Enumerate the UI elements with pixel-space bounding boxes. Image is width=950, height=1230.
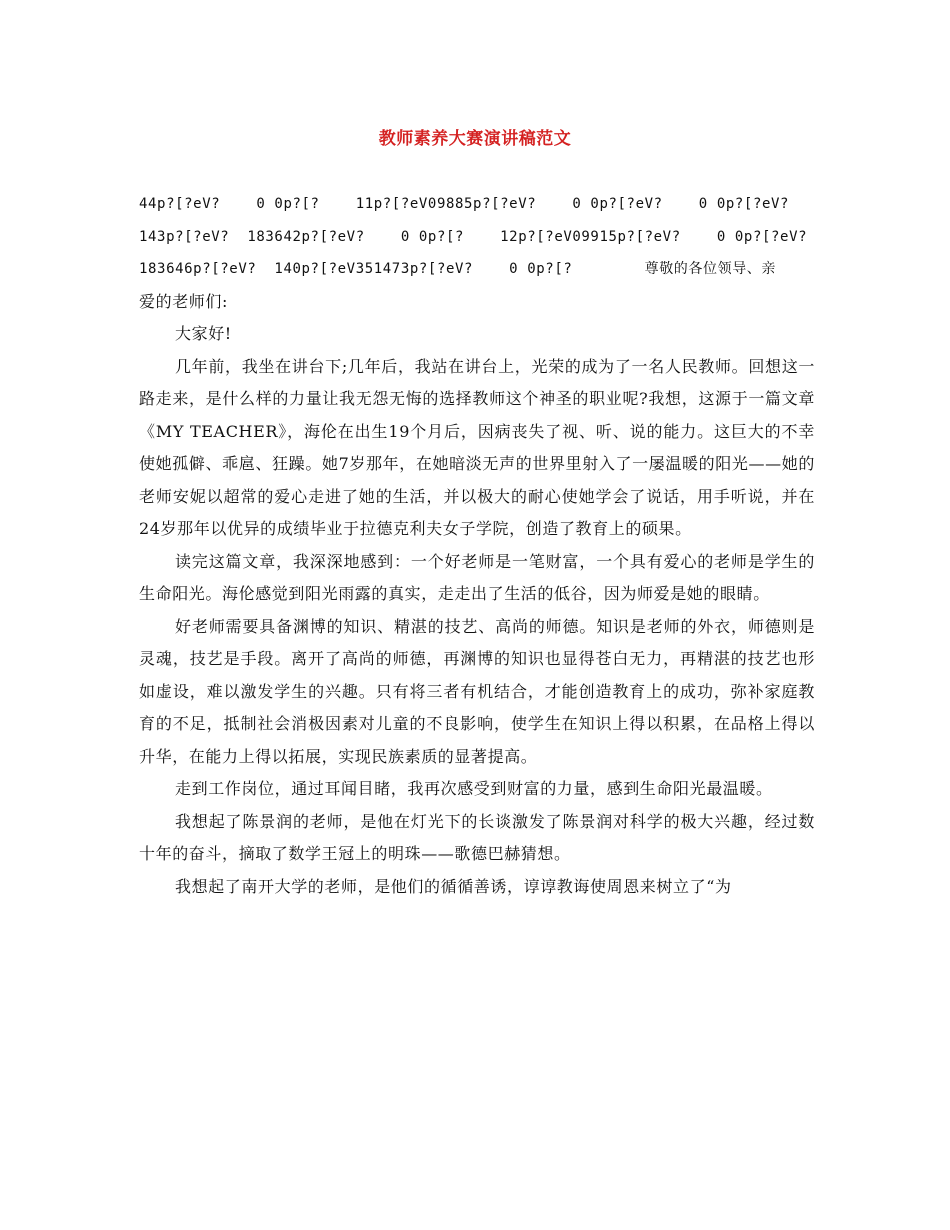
garbled-line: 44p?[?eV? 0 0p?[? 11p?[?eV09885p?[?eV? 0 0p?[?eV? 0 0p?[?eV?: [139, 196, 790, 212]
paragraph: 我想起了南开大学的老师，是他们的循循善诱，谆谆教诲使周恩来树立了“为: [175, 876, 732, 896]
paragraph: 读完这篇文章，我深深地感到：一个好老师是一笔财富，一个具有爱心的老师是学生的生命阳光。海伦感觉到阳光雨露的真实，走走出了生活的低谷，因为师爱是她的眼睛。: [139, 551, 815, 603]
paragraph: 走到工作岗位，通过耳闻目睹，我再次感受到财富的力量，感到生命阳光最温暖。: [175, 779, 773, 798]
salutation-end: 爱的老师们:: [139, 291, 228, 311]
paragraph: 大家好!: [175, 324, 232, 343]
paragraph: 好老师需要具备渊博的知识、精湛的技艺、高尚的师德。知识是老师的外衣，师德则是灵魂，技艺是手段。离开了高尚的师德，再渊博的知识也显得苍白无力，再精湛的技艺也形如虚设，难以激发学生的兴趣。只有将三者有机结合，才能创造教育上的成功，弥补家庭教育的不足，抵制社会消极因素对儿童的不良影响，使学生在知识上得以积累，在品格上得以升华，在能力上得以拓展，实现民族素质的显著提高。: [139, 616, 815, 766]
paragraph: 几年前，我坐在讲台下;几年后，我站在讲台上，光荣的成为了一名人民教师。回想这一路走来，是什么样的力量让我无怨无悔的选择教师这个神圣的职业呢?我想，这源于一篇文章《MY TEACHER》，海伦在出生19个月后，因病丧失了视、听、说的能力。这巨大的不幸使她孤僻、乖扈、狂躁。她7岁那年，在她暗淡无声的世界里射入了一屡温暖的阳光——她的老师安妮以超常的爱心走进了她的生活，并以极大的耐心使她学会了说话，用手听说，并在24岁那年以优异的成绩毕业于拉德克利夫女子学院，创造了教育上的硕果。: [139, 356, 815, 538]
document-title: 教师素养大赛演讲稿范文: [378, 129, 572, 149]
garbled-line: 143p?[?eV? 183642p?[?eV? 0 0p?[? 12p?[?eV09915p?[?eV? 0 0p?[?eV?: [139, 228, 808, 245]
document-body: [139, 188, 815, 903]
paragraph: 我想起了陈景润的老师，是他在灯光下的长谈激发了陈景润对科学的极大兴趣，经过数十年的奋斗，摘取了数学王冠上的明珠——歌德巴赫猜想。: [139, 811, 815, 863]
garbled-line: 183646p?[?eV? 140p?[?eV351473p?[?eV? 0 0p?[? 尊敬的各位领导、亲: [139, 261, 777, 277]
